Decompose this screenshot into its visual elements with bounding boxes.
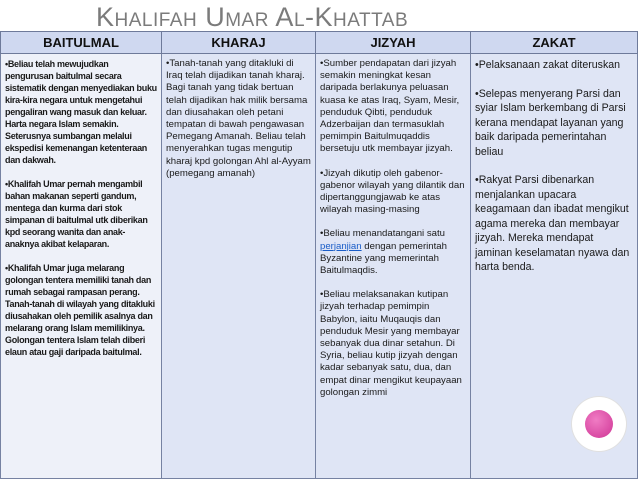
jizyah-point-3-text-before: •Beliau menandatangani satu — [320, 228, 445, 240]
cell-kharaj — [162, 54, 316, 479]
zakat-point-3: •Rakyat Parsi dibenarkan menjalankan upacara keagamaan dan ibadat mengikut agama mereka dan membayar jizyah. Mereka mendapat jaminan keselamatan nyawa dan harta benda. — [475, 174, 630, 273]
cell-jizyah — [316, 54, 471, 479]
content-table — [0, 31, 638, 479]
baitulmal-point-2: •Khalifah Umar pernah mengambil bahan makanan seperti gandum, mentega dan kurma dari stok simpanan di baitulmal utk diberikan kpd seorang wanita dan anak-anaknya akibat kelaparan. — [5, 179, 148, 249]
header-baitulmal: BAITULMAL — [1, 32, 162, 54]
cell-baitulmal — [1, 54, 162, 479]
zakat-point-2: •Selepas menyerang Parsi dan syiar Islam berkembang di Parsi kerana mendapat layanan yang baik daripada pemerintahan beliau — [475, 87, 626, 158]
jizyah-point-2: •Jizyah dikutip oleh gabenor-gabenor wilayah yang dilantik dan dipertanggungjawab ke atas wilayah masing-masing — [320, 167, 465, 216]
jizyah-point-1: •Sumber pendapatan dari jizyah semakin meningkat kesan daripada berlakunya peluasan kuasa ke atas Iraq, Syam, Mesir, penduduk Qibti, penduduk Adzerbaijan dan termasuklah pemimpin Baitulmuqaddis bersetuju utk membayar jizyah. — [320, 58, 460, 155]
slide-title: Khalifah Umar Al-Khattab — [96, 2, 409, 32]
decorative-circle — [572, 397, 626, 451]
header-kharaj: KHARAJ — [162, 32, 316, 54]
zakat-point-1: •Pelaksanaan zakat diteruskan — [475, 59, 621, 71]
jizyah-point-3 — [320, 228, 466, 277]
pink-dot-icon — [585, 410, 613, 438]
jizyah-point-3-text-after: dengan pemerintah Byzantine yang memerintah Baitulmaqdis. — [320, 240, 447, 277]
baitulmal-point-1: •Beliau telah mewujudkan pengurusan baitulmal secara sistematik dengan menyediakan buku kira-kira negara untuk mengetahui pengaliran wang masuk dan keluar. Harta negara Islam semakin. Seterusnya sumbangan melalui ekspedisi kemenangan ketenteraan dan dakwah. — [5, 59, 157, 165]
kharaj-point-1: •Tanah-tanah yang ditakluki di Iraq telah dijadikan tanah kharaj. Bagi tanah yang tidak bertuan telah dijadikan hak milik bersama dan diusahakan oleh petani tempatan di bawah pengawasan Pemegang Amanah. Beliau telah menyerahkan tugas mengutip kharaj kpd golongan Ahl al-Ayyam (pemegang amanah) — [166, 58, 311, 179]
table-body-row — [1, 54, 638, 479]
content-table-wrapper — [0, 31, 638, 479]
perjanjian-link[interactable]: perjanjian — [320, 240, 362, 252]
header-jizyah: JIZYAH — [316, 32, 471, 54]
table-header-row — [1, 32, 638, 54]
baitulmal-point-3: •Khalifah Umar juga melarang golongan tentera memiliki tanah dan rumah sebagai rampasan perang. Tanah-tanah di wilayah yang ditakluki diusahakan oleh pemilik asalnya dan melarang orang Islam memilikinya. Golongan tentera Islam telah diberi elaun atau gaji daripada baitulmal. — [5, 263, 155, 357]
jizyah-point-4: •Beliau melaksanakan kutipan jizyah terhadap pemimpin Babylon, iaitu Muqauqis dan penduduk Mesir yang membayar sebanyak dua dinar setahun. Di Syria, beliau kutip jizyah dengan kadar sebanyak satu, dua, dan empat dinar mengikut keupayaan golongan zimmi — [320, 289, 462, 398]
header-zakat: ZAKAT — [471, 32, 638, 54]
